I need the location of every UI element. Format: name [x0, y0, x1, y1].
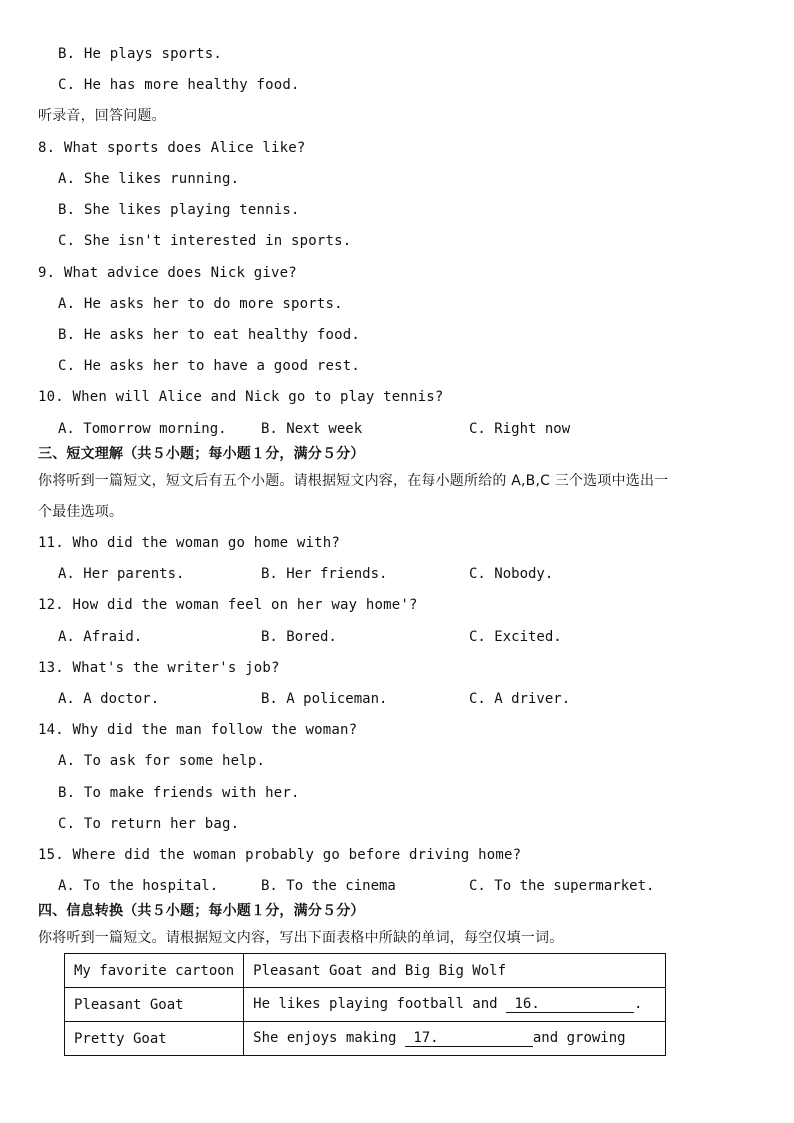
option-a: A. Her parents.	[58, 566, 185, 582]
option-a: A. To ask for some help.	[58, 753, 266, 769]
question-9: 9. What advice does Nick give?	[38, 265, 297, 281]
option-b: B. To the cinema	[261, 878, 396, 894]
option-c: C. He asks her to have a good rest.	[58, 358, 361, 374]
option-b: B. She likes playing tennis.	[58, 202, 300, 218]
option-a: A. He asks her to do more sports.	[58, 296, 343, 312]
question-14: 14. Why did the man follow the woman?	[38, 722, 358, 738]
option-b: B. To make friends with her.	[58, 785, 300, 801]
option-b: B. Next week	[261, 421, 363, 437]
question-8: 8. What sports does Alice like?	[38, 140, 306, 156]
table-cell-label: My favorite cartoon	[65, 954, 244, 988]
option-c: C. Nobody.	[469, 566, 554, 582]
question-12: 12. How did the woman feel on her way home'?	[38, 597, 418, 613]
option-a: A. A doctor.	[58, 691, 160, 707]
cell-text: She enjoys making	[253, 1030, 405, 1046]
answer-blank-16[interactable]	[506, 996, 634, 1013]
option-b: B. Bored.	[261, 629, 337, 645]
section-4-heading: 四、信息转换（共５小题；每小题１分，满分５分）	[38, 903, 365, 919]
table-row	[65, 1022, 666, 1056]
section-4-instructions: 你将听到一篇短文。请根据短文内容，写出下面表格中所缺的单词，每空仅填一词。	[38, 930, 564, 946]
table-cell-value	[244, 988, 666, 1022]
table-cell-value: Pleasant Goat and Big Big Wolf	[244, 954, 666, 988]
option-c: C. He has more healthy food.	[58, 77, 300, 93]
option-b: B. He asks her to eat healthy food.	[58, 327, 361, 343]
table-cell-label: Pleasant Goat	[65, 988, 244, 1022]
option-b: B. Her friends.	[261, 566, 388, 582]
option-c: C. To the supermarket.	[469, 878, 655, 894]
section-3-instructions-cont: 个最佳选项。	[38, 504, 124, 520]
question-11: 11. Who did the woman go home with?	[38, 535, 341, 551]
section-3-instructions: 你将听到一篇短文，短文后有五个小题。请根据短文内容，在每小题所给的 A,B,C 三个选项中选出一	[38, 473, 669, 489]
section-3-heading: 三、短文理解（共５小题；每小题１分，满分５分）	[38, 446, 365, 462]
option-a: A. Afraid.	[58, 629, 143, 645]
cell-text: .	[634, 996, 643, 1012]
option-c: C. Right now	[469, 421, 571, 437]
table-row	[65, 954, 666, 988]
cell-text: He likes playing football and	[253, 996, 507, 1012]
option-c: C. She isn't interested in sports.	[58, 233, 352, 249]
instruction: 听录音，回答问题。	[38, 108, 166, 124]
option-a: A. To the hospital.	[58, 878, 219, 894]
table-row	[65, 988, 666, 1022]
option-c: C. A driver.	[469, 691, 571, 707]
table-cell-label: Pretty Goat	[65, 1022, 244, 1056]
blank-number: 17.	[413, 1030, 439, 1046]
option-c: C. To return her bag.	[58, 816, 240, 832]
answer-blank-17[interactable]	[405, 1030, 533, 1047]
question-15: 15. Where did the woman probably go before driving home?	[38, 847, 522, 863]
option-a: A. Tomorrow morning.	[58, 421, 227, 437]
cell-text: and growing	[532, 1030, 626, 1046]
table-cell-value	[244, 1022, 666, 1056]
blank-number: 16.	[514, 996, 540, 1012]
option-b: B. He plays sports.	[58, 46, 222, 62]
info-table	[64, 953, 666, 1056]
option-a: A. She likes running.	[58, 171, 240, 187]
question-10: 10. When will Alice and Nick go to play tennis?	[38, 389, 444, 405]
question-13: 13. What's the writer's job?	[38, 660, 280, 676]
option-b: B. A policeman.	[261, 691, 388, 707]
option-c: C. Excited.	[469, 629, 562, 645]
